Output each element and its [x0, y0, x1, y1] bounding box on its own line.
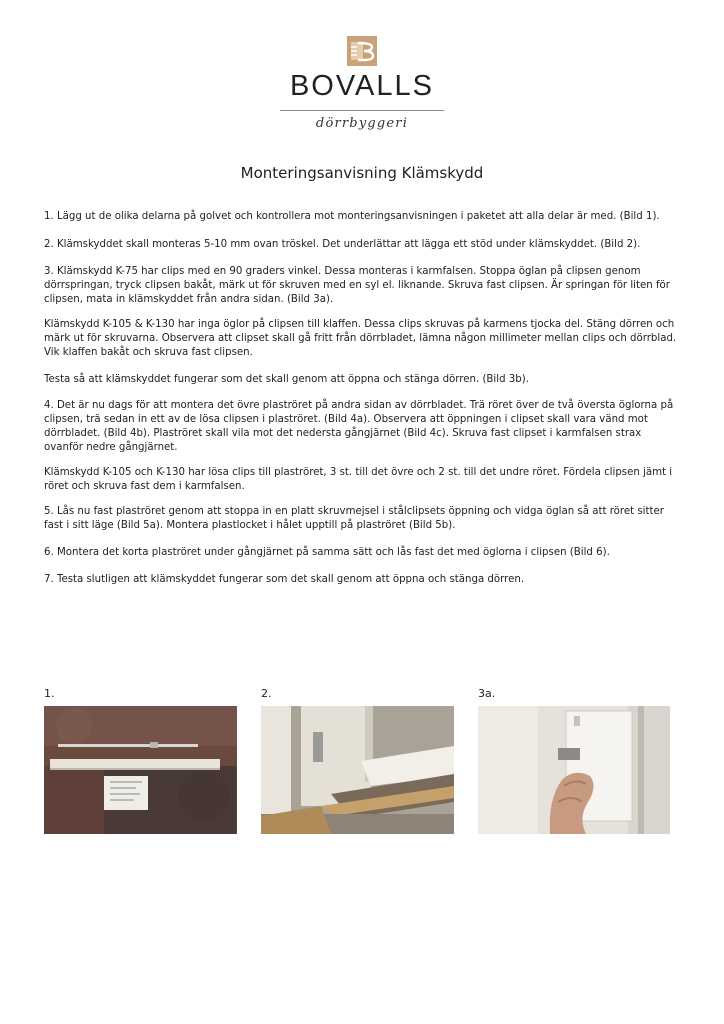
brand-divider [280, 110, 444, 111]
paragraph-step-3: 3. Klämskydd K-75 har clips med en 90 graders vinkel. Dessa monteras i karmfalsen. Stoppa öglan på clipsen genom dörrspringan, tryck clipsen bakåt, märk ut för skruven med en syl el. liknande. Skruva fast clipsen. Är springan för liten för clipsen, mata in klämskyddet från andra sidan. (Bild 3a). [44, 266, 670, 305]
paragraph-step-7: 7. Testa slutligen att klämskyddet fungerar som det skall genom att öppna och stänga dörren. [44, 574, 525, 585]
brand-name: BOVALLS [289, 70, 435, 102]
paragraph-step-1: 1. Lägg ut de olika delarna på golvet och kontrollera mot monteringsanvisningen i paketet att alla delar är med. (Bild 1). [44, 211, 660, 222]
paragraph-step-6: 6. Montera det korta plaströret under gångjärnet på samma sätt och lås fast det med öglorna i clipsen (Bild 6). [44, 547, 610, 558]
photo-hand-mounting-clip [478, 706, 670, 834]
figure-caption-1: 1. [44, 687, 55, 700]
brand-subtitle: dörrbyggeri [315, 116, 409, 131]
paragraph-step-5: 5. Lås nu fast plaströret genom att stoppa in en platt skruvmejsel i stålclipsets öppning och vidga öglan så att röret sitter fast i sitt läge (Bild 5a). Montera plastlocket i hålet upptill på plaströret (Bild 5b). [44, 506, 664, 531]
paragraph-step-4: 4. Det är nu dags för att montera det övre plaströret på andra sidan av dörrbladet. Trä röret över de två översta öglorna på clipsen, trä sedan in ett av de lösa clipsen i plaströret. (Bild 4a). Observera att öppningen i clipset skall vara vänd mot dörrbladet. (Bild 4b). Plaströret skall vila mot det nedersta gångjärnet (Bild 4c). Skruva fast clipset i karmfalsen strax ovanför nedre gångjärnet. [44, 400, 674, 453]
bovalls-logo-icon [345, 34, 379, 68]
paragraph-step-2: 2. Klämskyddet skall monteras 5-10 mm ovan tröskel. Det underlättar att lägga ett stöd under klämskyddet. (Bild 2). [44, 239, 641, 250]
photo-door-bottom-threshold [261, 706, 454, 834]
document-title: Monteringsanvisning Klämskydd [240, 164, 484, 182]
figure-caption-2: 2. [261, 687, 272, 700]
paragraph-test: Testa så att klämskyddet fungerar som det skall genom att öppna och stänga dörren. (Bild 3b). [44, 374, 529, 385]
figure-caption-3a: 3a. [478, 687, 496, 700]
paragraph-k105-k130: Klämskydd K-105 & K-130 har inga öglor på clipsen till klaffen. Dessa clips skruvas på karmens tjocka del. Stäng dörren och märk ut för skruvarna. Observera att clipset skall gå fritt från dörrbladet, lämna någon millimeter mellan clips och dörrblad. Vik klaffen bakåt och skruva fast clipsen. [44, 319, 677, 358]
photo-parts-on-floor [44, 706, 237, 834]
paragraph-loose-clips: Klämskydd K-105 och K-130 har lösa clips till plaströret, 3 st. till det övre och 2 st. till det undre röret. Fördela clipsen jämt i röret och skruva fast dem i karmfalsen. [44, 467, 673, 492]
